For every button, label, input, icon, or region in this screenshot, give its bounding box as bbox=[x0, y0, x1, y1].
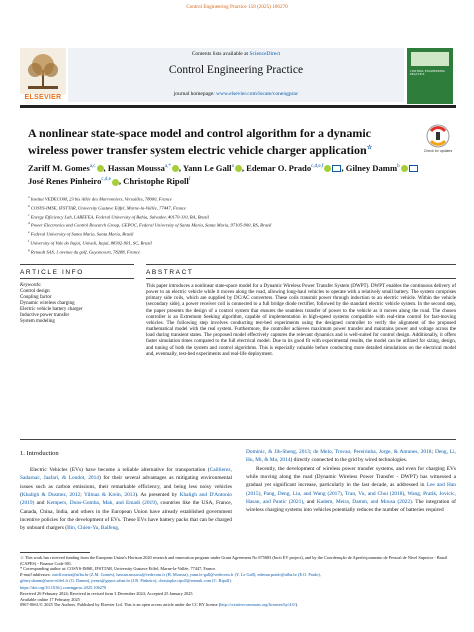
doi-link[interactable]: https://doi.org/10.1016/j.conengprac.2025.106270 bbox=[20, 585, 107, 590]
author-name[interactable]: Edemar O. Prado bbox=[246, 162, 312, 173]
keywords-list bbox=[20, 289, 83, 326]
keyword-item: Dynamic wireless charging bbox=[20, 301, 75, 307]
citation-link[interactable]: Khaligh & Dusmez, 2012 bbox=[21, 492, 81, 499]
publisher-logo-text: ELSEVIER bbox=[24, 94, 62, 101]
affiliation-item bbox=[28, 229, 448, 238]
author-name[interactable]: Hassan Moussa bbox=[107, 162, 165, 173]
cover-banner bbox=[411, 52, 449, 66]
affiliation-text: Federal University of Santa Maria, Santa Maria, Brazil bbox=[29, 231, 134, 237]
keyword-item: Inductive power transfer bbox=[20, 313, 70, 319]
affiliation-text: University of Vale do Itajaí, Univali, Itajaí, 88302-901, SC, Brazil bbox=[29, 240, 152, 246]
body-text: Electric Vehicles (EVs) have become a reliable alternative for transportation ( bbox=[30, 467, 210, 473]
author-affiliation-marker[interactable]: a bbox=[231, 164, 234, 169]
sciencedirect-link[interactable]: ScienceDirect bbox=[249, 51, 281, 57]
article-info-top-rule bbox=[20, 264, 134, 265]
affiliation-text: COSYS-IMSE, IFSTTAR, University Gustave Eiffel, Marne-la-Vallée, 77447, France bbox=[29, 205, 187, 211]
author-name[interactable]: Zariff M. Gomes bbox=[28, 162, 90, 173]
email-footnote-continued bbox=[20, 578, 456, 584]
body-text: . The integration of wireless charging systems into vehicles potentially reduces the number of batteries required bbox=[246, 499, 456, 514]
citation-link[interactable]: Deng, Li, Hu, Mi, & Ma, 2014 bbox=[246, 449, 457, 464]
introduction-paragraph-1 bbox=[20, 466, 232, 533]
introduction-heading: 1. Introduction bbox=[20, 450, 59, 457]
keywords-title: Keywords: bbox=[20, 283, 42, 288]
mail-icon[interactable] bbox=[409, 165, 418, 172]
affiliation-marker: b bbox=[28, 203, 30, 208]
citation-link[interactable]: Lee and Han (2015) bbox=[246, 482, 456, 497]
affiliation-marker: a bbox=[28, 195, 30, 199]
orcid-icon[interactable] bbox=[97, 165, 104, 172]
keyword-item: Electric vehicle battery charger bbox=[20, 307, 83, 313]
citation-link[interactable]: Caillierez, Sadarnac, Jaafari, & Loudot, 2014 bbox=[20, 467, 232, 482]
affiliation-item bbox=[28, 212, 448, 221]
journal-cover-thumbnail bbox=[407, 48, 453, 104]
body-text: ; bbox=[80, 492, 84, 499]
author-name[interactable]: Christophe Ripoll bbox=[123, 176, 189, 187]
affiliation-text: Energy Efficiency Lab, LABEFEA, Federal University of Bahia, Salvador, 40170-110, BA, Brazil bbox=[29, 214, 209, 220]
keyword-item: System modeling bbox=[20, 319, 55, 325]
footnotes bbox=[20, 555, 456, 584]
homepage-link[interactable]: www.elsevier.com/locate/conengprac bbox=[216, 91, 299, 97]
article-info-rule bbox=[20, 278, 134, 279]
journal-homepage-line bbox=[68, 91, 404, 97]
body-text: , bbox=[404, 490, 408, 497]
body-text: ; bbox=[309, 449, 314, 455]
affiliation-text: Power Electronics and Control Research Group, GEPOC, Federal University of Santa Maria, Santa Maria, 97105-900, RS, Brazil bbox=[29, 222, 272, 228]
author-name[interactable]: Yann Le Gall bbox=[182, 162, 232, 173]
body-text: , bbox=[260, 490, 264, 497]
affiliation-text: Institut VEDECOM, 23 bis Allée des Marronniers, Versailles, 78000, France bbox=[29, 196, 172, 202]
body-text: ) for their several advantages as mitigating environmental issues such as carbon emissions, their remarkable efficiency, and being less noisy vehicles ( bbox=[20, 475, 232, 499]
affiliation-item bbox=[28, 220, 448, 229]
affiliation-marker: e bbox=[28, 230, 30, 235]
citation-link[interactable]: Wang, Pratik, Jovicic, Hasan, and Pantic (2021) bbox=[246, 490, 456, 506]
mail-icon[interactable] bbox=[332, 165, 341, 172]
affiliation-item bbox=[28, 194, 448, 203]
header-divider bbox=[20, 105, 456, 108]
author-list bbox=[28, 161, 448, 188]
homepage-prefix: journal homepage: bbox=[173, 91, 215, 97]
title-footnote-mark[interactable]: ☆ bbox=[366, 144, 373, 151]
abstract-text: This paper introduces a nonlinear state-space model for a Dynamic Wireless Power Transfer System (DWPT). DWPT enables the continuous delivery of power to an electric vehicle while it moves along the road, allowing long-haul vehicles to operate with a relatively small battery. The system comprises primary side coils, which are supplied by DC/AC converters. These coils transmit power through induction to an electric vehicle. Within the vehicle (secondary side), a power receiver coil is connected to a full bridge diode rectifier, followed by the standard electric vehicle system. In the second step, the paper presents the design of a control system that ensures the seamless transfer of power to the vehicle as it moves along the road. The chosen controller is an Extremum Seeking algorithm, capable of implementation in high-speed systems compatible with real-time control for fast-moving vehicles. The following step involves conducting test-bed experiments using the designed controller to verify the alignment of the proposed mathematical model with the real system. Furthermore, the controller achieves maximum power transfer and maintains power and voltage across the load during transient states. The proposed model effectively captures the relevant dynamics and is well-suited for control design. Additionally, it offers faster simulation times compared to the full electrical model. Due to its good fit with experimental results, the model can be utilized for sizing, design, and tuning of both the system and control algorithms. This is especially valuable before conducting more detailed simulations on the electrical model and, eventually, test-bed experiments and real-life deployment. bbox=[146, 283, 456, 357]
author-affiliation-marker[interactable]: a,c bbox=[89, 164, 96, 169]
body-text: ) directly connected to the grid by wired technologies. bbox=[290, 457, 408, 464]
paper-title-text: A nonlinear state-space model and control algorithm for a dynamic wireless power transfer system electric vehicle charger application bbox=[28, 126, 371, 157]
body-text: , countries like the USA, France, Canada, China, India, and others in the European Union have already established government incentive policies for the development of EVs. These EVs have battery packs that can be charged by onboard chargers ( bbox=[20, 500, 232, 532]
abstract-top-rule bbox=[146, 264, 456, 265]
keyword-item: Coupling factor bbox=[20, 295, 52, 301]
citation-link[interactable]: Khaligh and D'Antonio (2019) bbox=[20, 492, 232, 507]
citation-link[interactable]: Pang, Deng, Liu, and Wang (2017) bbox=[263, 490, 342, 497]
orcid-icon[interactable] bbox=[324, 165, 331, 172]
author-affiliation-marker[interactable]: c,d,e bbox=[101, 177, 111, 183]
orcid-icon[interactable] bbox=[172, 165, 179, 172]
affiliation-marker: g bbox=[28, 247, 30, 252]
front-matter-bottom-rule bbox=[20, 439, 456, 440]
publication-info bbox=[20, 585, 456, 608]
author-line-2: José Renes Pinheiro$^{c,d,e}$ , Christophe Ripoll$^f$ bbox=[28, 176, 191, 187]
author-affiliation-marker[interactable]: a,* bbox=[164, 164, 171, 169]
email-addresses-1[interactable]: zariff.meira@ufba.br (Z.M. Gomes), hassan.moussa@vedecom.fr (H. Moussa), yann.le-gall@vedecom.fr (Y. Le Gall), edemar.prado@ufba.br (E.O. Prado), bbox=[52, 572, 321, 578]
introduction-paragraph-1-continued bbox=[246, 448, 456, 465]
affiliation-item bbox=[28, 247, 448, 256]
citation-link[interactable]: de Melo, Trovao, Pereirinha, Jorge, & Antunes, 2018 bbox=[313, 449, 432, 455]
author-affiliation-marker[interactable]: c,d,e,f bbox=[311, 164, 324, 169]
orcid-icon[interactable] bbox=[401, 165, 408, 172]
footnote-rule bbox=[20, 552, 90, 553]
license-link[interactable]: http://creativecommons.org/licenses/by/4.0/ bbox=[220, 602, 296, 608]
article-info-heading: ARTICLE INFO bbox=[20, 269, 84, 276]
email-addresses-2[interactable]: gilney.damm@univ-eiffel.fr (G. Damm), jrenes@gepoc.ufsm.br (J.R. Pinheiro), christophe.ripoll@renault.com (C. Ripoll). bbox=[20, 577, 232, 583]
contents-prefix: Contents lists available at bbox=[191, 51, 249, 57]
journal-title: Control Engineering Practice bbox=[168, 64, 304, 76]
body-text: ; bbox=[431, 449, 435, 455]
author-line-1: Zariff M. Gomes$^{a,c}$ , Hassan Moussa$^{a,*}$ , Yann Le Gall$^a$ , Edemar O. Prado$^{c,d,e,f}$ , Gilney Damm$^b$ bbox=[28, 161, 448, 174]
body-text: , bbox=[341, 490, 346, 497]
available-online-date: Available online 17 February 2025 bbox=[20, 596, 80, 602]
cover-title: CONTROL ENGINEERING PRACTICE bbox=[410, 69, 446, 77]
license-suffix: ). bbox=[295, 602, 299, 608]
affiliation-marker: c bbox=[28, 212, 30, 217]
citation-link[interactable]: Kadem, Meira, Damm, and Mousa (2022) bbox=[316, 499, 412, 506]
introduction-right-column bbox=[246, 448, 456, 515]
funding-footnote: ☆ This work has received funding from the European Union's Horizon 2020 research and innovation program under Grant Agreement No 875683 (Incit EV project), and by the Coordenação de Aperfeiçoamento de Pessoal de Nível Superior - Brazil (CAPES) - Finance Code 001. bbox=[20, 555, 448, 566]
check-for-updates-icon[interactable] bbox=[425, 123, 451, 149]
affiliation-marker: d bbox=[28, 221, 30, 226]
body-text: and bbox=[34, 500, 47, 507]
body-text: Recently, the development of wireless power transfer systems, and even for charging EVs while moving along the road (Dynamic Wireless Power Transfer - DWPT) has witnessed a gradual yet significant increase, particularly in the last decade, as addressed in bbox=[246, 465, 456, 489]
abstract-heading: ABSTRACT bbox=[146, 269, 194, 276]
abstract-rule bbox=[146, 278, 456, 279]
citation-link[interactable]: Tran, Vu, and Choi (2018) bbox=[345, 490, 405, 497]
author-affiliation-marker[interactable]: b bbox=[397, 164, 400, 169]
citation-link[interactable]: Yilmaz & Krein, 2013 bbox=[83, 492, 136, 499]
elsevier-tree-logo bbox=[20, 48, 66, 94]
author-name[interactable]: José Renes Pinheiro bbox=[28, 176, 102, 187]
citation-link[interactable]: Kempers, Dons-Gomba, Mak, and Emadi (2019) bbox=[46, 500, 157, 507]
paper-title bbox=[28, 126, 408, 157]
body-text: , and bbox=[303, 499, 317, 506]
author-name[interactable]: Gilney Damm bbox=[345, 162, 398, 173]
contents-available-line bbox=[68, 51, 404, 57]
citation-link[interactable]: Dominic, & Jih-Sheng, 2013 bbox=[246, 449, 310, 455]
orcid-icon[interactable] bbox=[235, 165, 242, 172]
check-for-updates-label[interactable]: Check for updates bbox=[423, 149, 453, 153]
affiliation-text: Renault SAS, 1 avenue du golf, Guyancourt, 78288, France bbox=[29, 249, 141, 255]
affiliation-item bbox=[28, 238, 448, 247]
introduction-paragraph-2 bbox=[246, 465, 456, 515]
affiliation-list bbox=[28, 194, 448, 255]
citation-link[interactable]: Bin, Chien-Yu, Baifeng, bbox=[67, 525, 120, 532]
corresponding-author-footnote: * Corresponding author at: COSYS-IMSE, IFSTTAR, University Gustave Eiffel, Marne-la-Vallée, 77447, France. bbox=[20, 566, 217, 572]
orcid-icon[interactable] bbox=[112, 179, 119, 186]
body-text: ). As presented by bbox=[135, 492, 180, 499]
affiliation-marker: f bbox=[28, 238, 30, 243]
received-dates: Received 26 February 2024; Received in revised form 3 December 2024; Accepted 25 January 2025 bbox=[20, 590, 193, 596]
journal-reference[interactable]: Control Engineering Practice 158 (2025) 106270 bbox=[186, 4, 288, 10]
author-affiliation-marker[interactable]: f bbox=[188, 177, 191, 183]
keyword-item: Control design bbox=[20, 289, 50, 294]
license-prefix: 0967-0661/© 2025 The Authors. Published by Elsevier Ltd. This is an open access article under the CC BY license ( bbox=[20, 602, 221, 608]
license-line bbox=[20, 602, 456, 608]
affiliation-item bbox=[28, 203, 448, 212]
email-label: E-mail addresses: bbox=[20, 572, 51, 578]
